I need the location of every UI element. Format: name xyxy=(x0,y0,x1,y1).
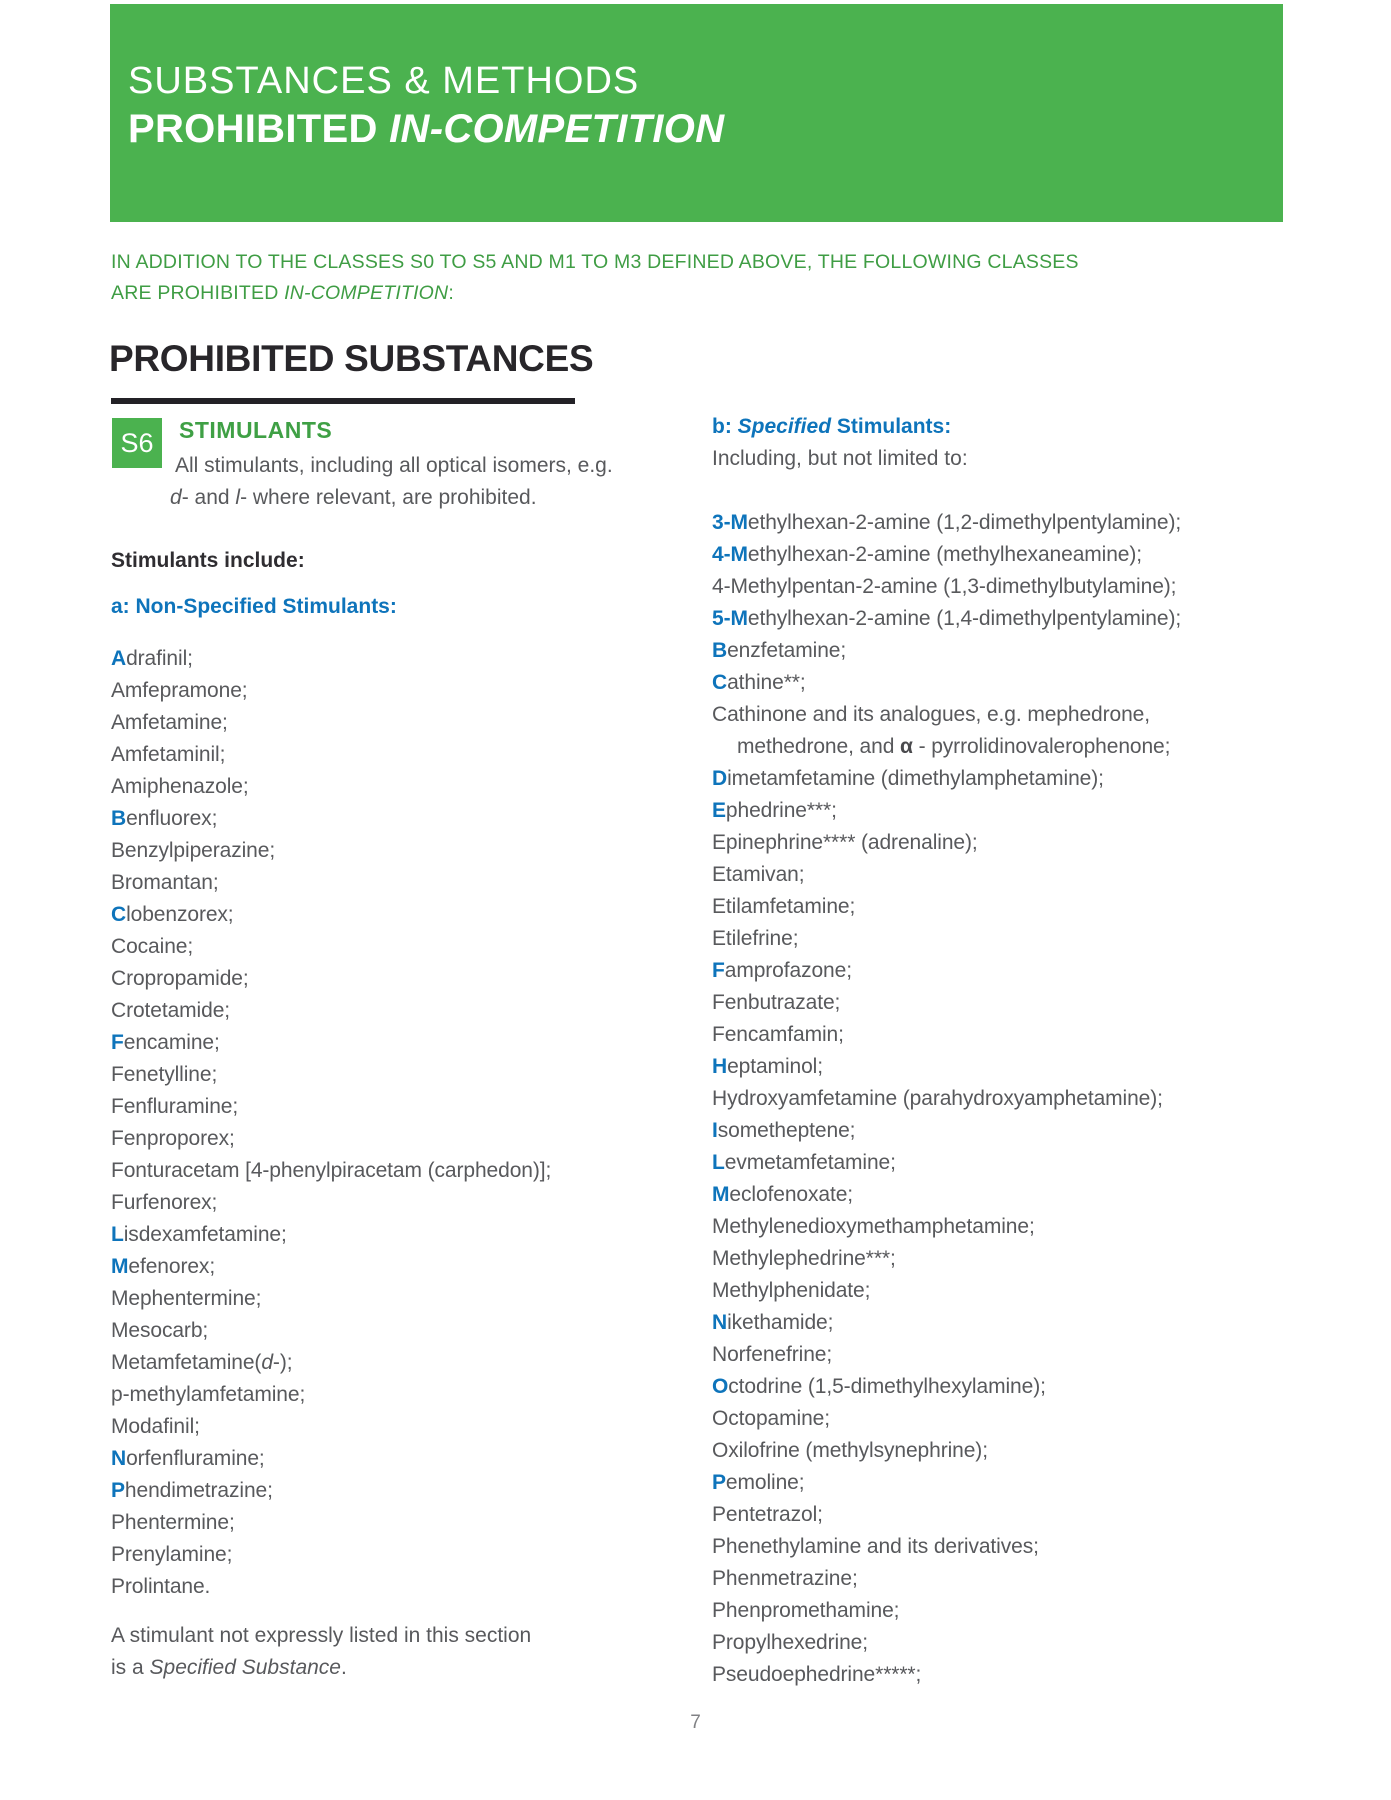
list-item: Modafinil; xyxy=(111,1415,200,1438)
banner-titles xyxy=(128,58,724,154)
list-item: Amfetamine; xyxy=(111,711,228,734)
list-item: Cathinone and its analogues, e.g. mephedrone, xyxy=(712,703,1150,726)
non-specified-stimulants-heading: a: Non-Specified Stimulants: xyxy=(111,595,397,618)
list-item: Nikethamide; xyxy=(712,1311,834,1334)
list-item: Fenproporex; xyxy=(111,1127,235,1150)
stimulants-include-label: Stimulants include: xyxy=(111,549,305,572)
list-item: Pentetrazol; xyxy=(712,1503,823,1526)
list-item: Levmetamfetamine; xyxy=(712,1151,896,1174)
list-item: Phenmetrazine; xyxy=(712,1567,858,1590)
list-item: Etilamfetamine; xyxy=(712,895,856,918)
list-item: Fenetylline; xyxy=(111,1063,218,1086)
list-item: Cocaine; xyxy=(111,935,194,958)
list-item: Cropropamide; xyxy=(111,967,249,990)
banner-title-line2: PROHIBITED IN-COMPETITION xyxy=(128,107,725,151)
list-item: Clobenzorex; xyxy=(111,903,234,926)
list-item: Amfetaminil; xyxy=(111,743,226,766)
list-item: p-methylamfetamine; xyxy=(111,1383,306,1406)
list-item: Prolintane. xyxy=(111,1575,211,1598)
list-item: 4-Methylhexan-2-amine (methylhexaneamine); xyxy=(712,543,1143,566)
stimulants-heading: STIMULANTS xyxy=(179,417,333,443)
list-item: Norfenfluramine; xyxy=(111,1447,265,1470)
list-item: methedrone, and α - pyrrolidinovalerophenone; xyxy=(737,735,1171,758)
list-item: Oxilofrine (methylsynephrine); xyxy=(712,1439,988,1462)
intro-paragraph xyxy=(111,247,1079,309)
list-item: Isometheptene; xyxy=(712,1119,856,1142)
list-item: Furfenorex; xyxy=(111,1191,218,1214)
list-item: Ephedrine***; xyxy=(712,799,837,822)
list-item: Epinephrine**** (adrenaline); xyxy=(712,831,978,854)
list-item: Etilefrine; xyxy=(712,927,799,950)
list-item: 5-Methylhexan-2-amine (1,4-dimethylpentylamine); xyxy=(712,607,1182,630)
note-line1: A stimulant not expressly listed in this section xyxy=(111,1624,532,1647)
list-item: Famprofazone; xyxy=(712,959,852,982)
list-item: Metamfetamine(d-); xyxy=(111,1351,293,1374)
specified-stimulants-heading: b: Specified Stimulants: xyxy=(712,415,952,438)
list-item: Methylephedrine***; xyxy=(712,1247,896,1270)
list-item: Mesocarb; xyxy=(111,1319,209,1342)
list-item: Mefenorex; xyxy=(111,1255,216,1278)
list-item: Phentermine; xyxy=(111,1511,235,1534)
list-item: Hydroxyamfetamine (parahydroxyamphetamine); xyxy=(712,1087,1163,1110)
non-specified-stimulants-list xyxy=(111,643,551,1603)
page-number: 7 xyxy=(690,1712,701,1733)
list-item: Fonturacetam [4-phenylpiracetam (carphedon)]; xyxy=(111,1159,552,1182)
section-title: PROHIBITED SUBSTANCES xyxy=(109,338,594,379)
list-item: Meclofenoxate; xyxy=(712,1183,854,1206)
list-item: Lisdexamfetamine; xyxy=(111,1223,287,1246)
stimulants-description-line2: d- and l- where relevant, are prohibited. xyxy=(170,486,537,509)
list-item: Amiphenazole; xyxy=(111,775,249,798)
page-banner xyxy=(110,4,1283,222)
list-item: Fenbutrazate; xyxy=(712,991,841,1014)
note-line2: is a Specified Substance. xyxy=(111,1656,347,1679)
list-item: Adrafinil; xyxy=(111,647,193,670)
list-item: Etamivan; xyxy=(712,863,805,886)
list-item: Phendimetrazine; xyxy=(111,1479,273,1502)
list-item: Amfepramone; xyxy=(111,679,248,702)
list-item: Heptaminol; xyxy=(712,1055,823,1078)
list-item: Fencamfamin; xyxy=(712,1023,844,1046)
list-item: Pseudoephedrine*****; xyxy=(712,1663,922,1686)
specified-stimulants-subheading: Including, but not limited to: xyxy=(712,447,968,470)
list-item: Octodrine (1,5-dimethylhexylamine); xyxy=(712,1375,1046,1398)
specified-stimulants-list xyxy=(712,507,1181,1691)
section-title-rule xyxy=(111,398,575,404)
list-item: 4-Methylpentan-2-amine (1,3-dimethylbutylamine); xyxy=(712,575,1177,598)
list-item: Prenylamine; xyxy=(111,1543,233,1566)
list-item: Benfluorex; xyxy=(111,807,218,830)
list-item: Pemoline; xyxy=(712,1471,805,1494)
list-item: Phenethylamine and its derivatives; xyxy=(712,1535,1039,1558)
stimulants-description-line1: All stimulants, including all optical isomers, e.g. xyxy=(175,454,613,477)
intro-line2: ARE PROHIBITED IN-COMPETITION: xyxy=(111,282,454,304)
list-item: Norfenefrine; xyxy=(712,1343,833,1366)
list-item: Benzylpiperazine; xyxy=(111,839,276,862)
list-item: Octopamine; xyxy=(712,1407,830,1430)
s6-class-badge: S6 xyxy=(112,418,162,468)
list-item: Propylhexedrine; xyxy=(712,1631,868,1654)
list-item: Benzfetamine; xyxy=(712,639,847,662)
specified-substance-note xyxy=(111,1620,531,1684)
list-item: Dimetamfetamine (dimethylamphetamine); xyxy=(712,767,1104,790)
list-item: Cathine**; xyxy=(712,671,806,694)
list-item: Mephentermine; xyxy=(111,1287,262,1310)
list-item: Bromantan; xyxy=(111,871,219,894)
list-item: Methylphenidate; xyxy=(712,1279,871,1302)
list-item: Fencamine; xyxy=(111,1031,220,1054)
list-item: 3-Methylhexan-2-amine (1,2-dimethylpentylamine); xyxy=(712,511,1182,534)
list-item: Fenfluramine; xyxy=(111,1095,239,1118)
intro-line1: IN ADDITION TO THE CLASSES S0 TO S5 AND M1 TO M3 DEFINED ABOVE, THE FOLLOWING CLASSES xyxy=(111,251,1079,273)
stimulants-description xyxy=(170,450,613,514)
list-item: Phenpromethamine; xyxy=(712,1599,900,1622)
list-item: Crotetamide; xyxy=(111,999,231,1022)
list-item: Methylenedioxymethamphetamine; xyxy=(712,1215,1035,1238)
banner-title-line1: SUBSTANCES & METHODS xyxy=(128,60,640,102)
